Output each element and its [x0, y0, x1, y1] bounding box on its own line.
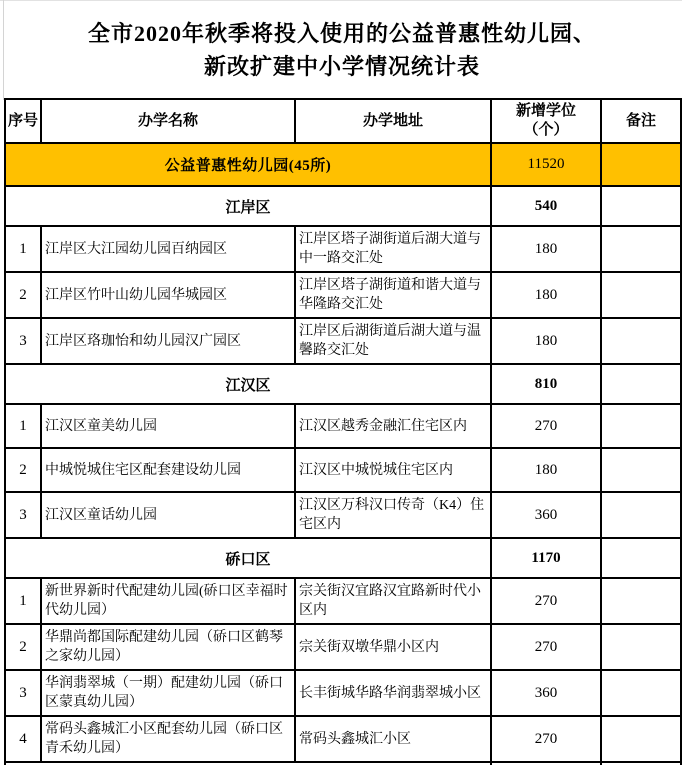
table-row [5, 624, 681, 670]
school-name-cell: 江岸区竹叶山幼儿园华城园区 [41, 272, 295, 318]
new-seats-cell: 360 [491, 492, 601, 538]
school-name-cell: 华润翡翠城（一期）配建幼儿园（硚口区蒙真幼儿园） [41, 670, 295, 716]
school-name-cell: 江岸区珞珈怡和幼儿园汉广园区 [41, 318, 295, 364]
header-school-address: 办学地址 [295, 99, 491, 143]
row-seq-cell: 2 [5, 448, 41, 492]
school-address-cell: 常码头鑫城汇小区 [295, 716, 491, 762]
page-title-line1: 全市2020年秋季将投入使用的公益普惠性幼儿园、 [87, 21, 596, 46]
school-name-cell: 中城悦城住宅区配套建设幼儿园 [41, 448, 295, 492]
header-seq: 序号 [5, 99, 41, 143]
table-body [5, 143, 681, 765]
header-note: 备注 [601, 99, 681, 143]
table-row [5, 404, 681, 448]
note-cell [601, 716, 681, 762]
stats-table [4, 98, 682, 765]
table-row [5, 226, 681, 272]
school-address-cell: 江汉区万科汉口传奇（K4）住宅区内 [295, 492, 491, 538]
header-school-name: 办学名称 [41, 99, 295, 143]
school-address-cell: 江岸区塔子湖街道后湖大道与中一路交汇处 [295, 226, 491, 272]
note-cell [601, 624, 681, 670]
school-name-cell: 江汉区童话幼儿园 [41, 492, 295, 538]
header-new-seats-line2: （个） [523, 122, 569, 138]
header-new-seats-line1: 新增学位 [515, 103, 576, 119]
district-seats-cell: 540 [491, 186, 601, 226]
note-cell [601, 492, 681, 538]
note-cell [601, 578, 681, 624]
note-cell [601, 226, 681, 272]
district-name-cell: 硚口区 [5, 538, 491, 578]
district-name-cell: 江岸区 [5, 186, 491, 226]
page-title-line2: 新改扩建中小学情况统计表 [203, 54, 480, 79]
school-address-cell: 江岸区塔子湖街道和谐大道与华隆路交汇处 [295, 272, 491, 318]
table-row [5, 716, 681, 762]
left-gridline [3, 0, 4, 100]
new-seats-cell: 270 [491, 404, 601, 448]
table-header-row [5, 99, 681, 143]
row-seq-cell: 3 [5, 318, 41, 364]
school-name-cell: 华鼎尚都国际配建幼儿园（硚口区鹤琴之家幼儿园） [41, 624, 295, 670]
district-seats-cell: 810 [491, 364, 601, 404]
school-address-cell: 宗关街双墩华鼎小区内 [295, 624, 491, 670]
row-seq-cell: 1 [5, 404, 41, 448]
table-row [5, 272, 681, 318]
school-address-cell: 长丰街城华路华润翡翠城小区 [295, 670, 491, 716]
new-seats-cell: 270 [491, 624, 601, 670]
row-seq-cell: 2 [5, 272, 41, 318]
new-seats-cell: 180 [491, 272, 601, 318]
row-seq-cell: 4 [5, 716, 41, 762]
summary-note-cell [601, 143, 681, 186]
school-address-cell: 江汉区中城悦城住宅区内 [295, 448, 491, 492]
summary-row [5, 143, 681, 186]
district-name-cell: 江汉区 [5, 364, 491, 404]
top-gridline [0, 0, 682, 1]
row-seq-cell: 1 [5, 578, 41, 624]
school-address-cell: 江岸区后湖街道后湖大道与温馨路交汇处 [295, 318, 491, 364]
new-seats-cell: 270 [491, 578, 601, 624]
school-name-cell: 常码头鑫城汇小区配套幼儿园（硚口区青禾幼儿园） [41, 716, 295, 762]
note-cell [601, 448, 681, 492]
row-seq-cell: 2 [5, 624, 41, 670]
district-section-row [5, 364, 681, 404]
note-cell [601, 670, 681, 716]
district-section-row [5, 186, 681, 226]
header-new-seats [491, 99, 601, 143]
row-seq-cell: 3 [5, 492, 41, 538]
new-seats-cell: 180 [491, 318, 601, 364]
summary-label-cell: 公益普惠性幼儿园(45所) [5, 143, 491, 186]
summary-seats-cell: 11520 [491, 143, 601, 186]
new-seats-cell: 270 [491, 716, 601, 762]
row-seq-cell: 3 [5, 670, 41, 716]
school-name-cell: 新世界新时代配建幼儿园(硚口区幸福时代幼儿园） [41, 578, 295, 624]
row-seq-cell: 1 [5, 226, 41, 272]
district-note-cell [601, 538, 681, 578]
table-row [5, 670, 681, 716]
district-seats-cell: 1170 [491, 538, 601, 578]
district-note-cell [601, 186, 681, 226]
table-row [5, 318, 681, 364]
table-row [5, 578, 681, 624]
school-address-cell: 宗关街汉宜路汉宜路新时代小区内 [295, 578, 491, 624]
district-section-row [5, 538, 681, 578]
school-name-cell: 江岸区大江园幼儿园百纳园区 [41, 226, 295, 272]
note-cell [601, 318, 681, 364]
table-row [5, 448, 681, 492]
note-cell [601, 272, 681, 318]
page-title [4, 0, 680, 98]
new-seats-cell: 180 [491, 448, 601, 492]
district-note-cell [601, 364, 681, 404]
note-cell [601, 404, 681, 448]
new-seats-cell: 180 [491, 226, 601, 272]
table-row [5, 492, 681, 538]
school-address-cell: 江汉区越秀金融汇住宅区内 [295, 404, 491, 448]
school-name-cell: 江汉区童美幼儿园 [41, 404, 295, 448]
new-seats-cell: 360 [491, 670, 601, 716]
